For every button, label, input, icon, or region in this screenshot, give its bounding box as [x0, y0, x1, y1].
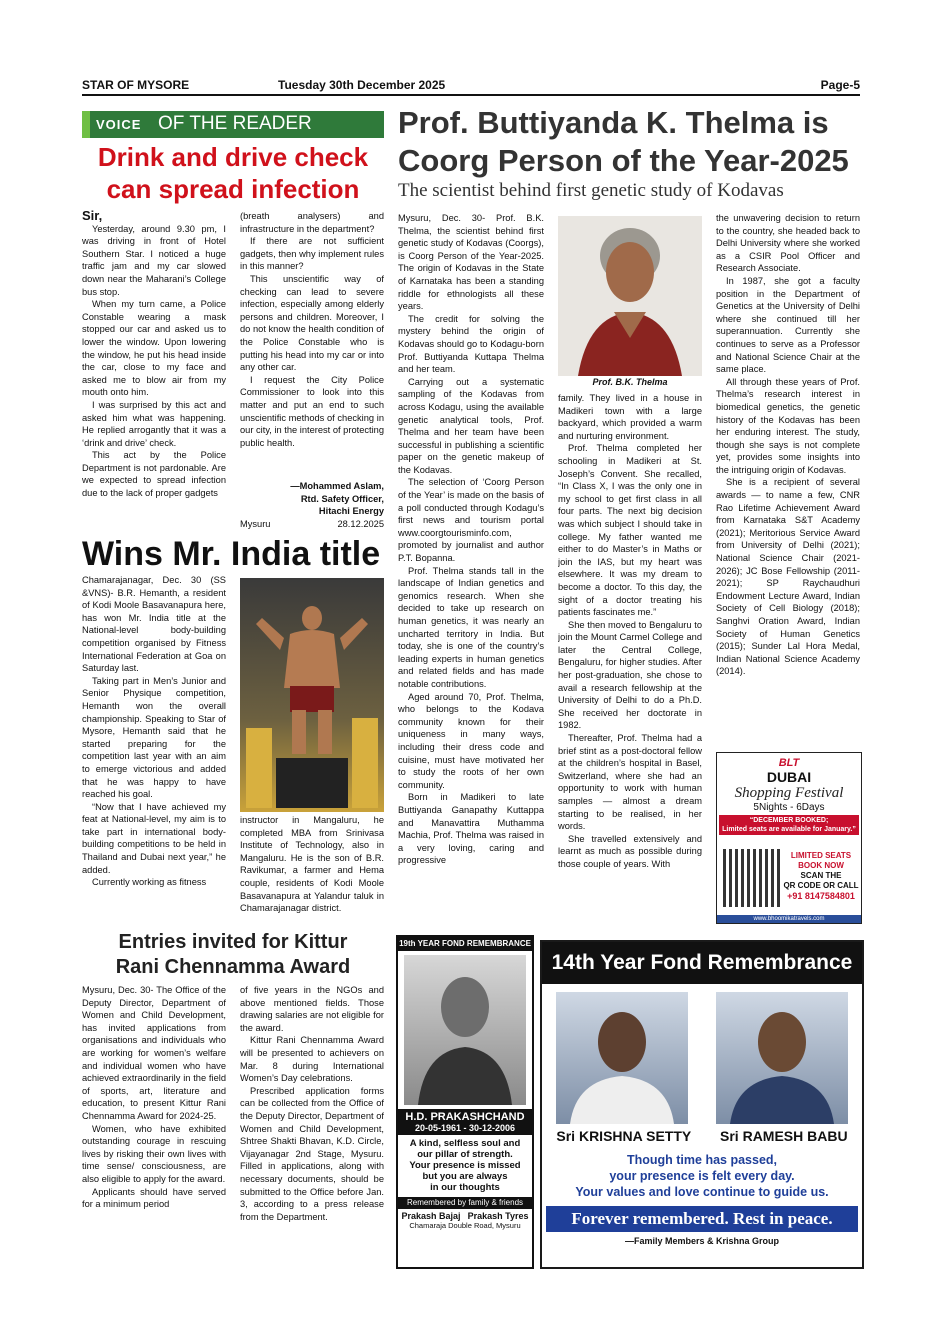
paragraph: Thereafter, Prof. Thelma had a brief stint as a post-doctoral fellow at the children’s hospital in Basel, Switzerland, where she had an opportunity to work with human samples — almost a dream starting to be realised, in her words.: [558, 733, 702, 832]
issue-date: Tuesday 30th December 2025: [278, 78, 446, 92]
paragraph: I request the City Police Commissioner to look into this matter and put an end to such unscientific methods of checking in our city, in the interest of protecting public health.: [240, 374, 384, 448]
letter-headline: [82, 141, 384, 205]
ad-banner: Forever remembered. Rest in peace.: [546, 1206, 858, 1232]
ad-top: 19th YEAR FOND REMEMBRANCE: [398, 937, 532, 951]
paragraph: Prescribed application forms can be collected from the Office of the Deputy Director, Department of Women and Child Development, Shtree Shakti Bhavan, K.D. Circle, Vijayanagar 2nd Stage, Mysuru. Filled in applications, along with necessary documents, should be submitted to the Office before Jan. 3, according to a press release from the Department.: [240, 1085, 384, 1222]
paragraph: Aged around 70, Prof. Thelma, who belongs to the Kodava community known for their uniqueness in many ways, including their dress code and cuisine, must have motivated her to study the roots of her own community.: [398, 691, 544, 790]
paragraph: She is a recipient of several awards — to name a few, CNR Rao Lifetime Achievement Award from Karnataka S&T Academy (2021); Meritorious Service Award from University of Delhi (2021); National Science Chair (2021-2026); JC Bose Fellowship (2011-2021); SP Raychaudhuri Endowment Lecture Award, Indian Society of Cell Biology (2018); Sanghvi Oration Award, Indian Society of Human Genetics (2015); Sunder Lal Hora Medal, Indian National Science Academy (2014).: [716, 477, 860, 677]
voice-label: VOICE: [96, 117, 142, 132]
ad-line: Limited seats are available for January.”: [722, 826, 856, 833]
paragraph: Mysuru, Dec. 30- The Office of the Deputy Director, Department of Women and Child Development, has invited applications from organisations and individuals who are working for women’s welfare and individual women who have achieved extraordinarily in the field of sports, art, literature and education, to present Kittur Rani Chennamma Award for 2024-25.: [82, 985, 226, 1121]
voice-label-rest: OF THE READER: [158, 113, 312, 134]
salutation: Sir,: [82, 210, 103, 223]
ad-line: “DECEMBER BOOKED;: [749, 817, 829, 824]
ad-line: in our thoughts: [430, 1182, 500, 1193]
paragraph: Mysuru, Dec. 30- Prof. B.K. Thelma, the scientist behind first genetic study of Kodavas (Coorgs), is Coorg Person of the Year-2025. The origin of Kodavas in the State of Karnataka has been a standing riddle for ethnologists all these years.: [398, 213, 544, 312]
paragraph: “Now that I have achieved my feat at National-level, my aim is to take part in international body-building competitions to be held in Thailand and Dubai next year,” he added.: [82, 801, 226, 875]
thelma-column-2: [558, 392, 702, 926]
portrait-illustration: [556, 992, 688, 1124]
ad-line: BOOK NOW: [798, 861, 844, 870]
ad-line: Though time has passed,: [626, 1153, 778, 1167]
kittur-headline-l2: Rani Chennamma Award: [115, 956, 351, 978]
paragraph: Born in Madikeri to late Buttiyanda Ganapathy Kuttappa and Manavattira Muthamma Machia, Prof. Thelma was raised in a very loving, caring and progressive: [398, 792, 544, 866]
letter-headline-l1: Drink and drive check: [97, 142, 369, 172]
paragraph: Prof. Thelma stands tall in the landscape of Indian genetics and genomics research. When she decided to take up research on human genetics, it was nearly an uncharted territory in India. But today, she is one of the country’s leading experts in human genetics and related fields and has made notable contributions.: [398, 565, 544, 689]
portrait-illustration: [558, 216, 702, 376]
thelma-headline: [398, 104, 860, 180]
paragraph: family. They lived in a house in Madikeri town with a large backyard, which provided a warm and nurturing environment.: [558, 393, 702, 441]
paragraph: If there are not sufficient gadgets, then why implement rules in this manner?: [240, 236, 384, 272]
voice-of-reader-banner: [82, 111, 384, 138]
ad-line: A kind, selfless soul and: [409, 1138, 521, 1149]
paragraph: Kittur Rani Chennamma Award will be presented to achievers on Mar. 8 during International Women’s Day celebrations.: [240, 1035, 384, 1084]
ad-by: Remembered by family & friends: [398, 1197, 532, 1209]
paragraph: She then moved to Bengaluru to join the Mount Carmel College and later the Central College, Bengaluru, for higher studies. After her post-graduation, she chose to avail a research fellowship at the University of Delhi to do a Ph.D. She received her doctorate in 1982.: [558, 619, 702, 731]
thelma-headline-l2: Coorg Person of the Year-2025: [398, 143, 849, 178]
paragraph: the unwavering decision to return to the country, she headed back to Delhi University where she worked as a CSIR Pool Officer and Research Associate.: [716, 213, 860, 274]
paragraph: of five years in the NGOs and above mentioned fields. Those drawing salaries are not eligible for the award.: [240, 985, 384, 1033]
kittur-column-1: [82, 984, 226, 1266]
ad-line: DUBAI: [766, 769, 812, 785]
hemanth-photo: [240, 578, 384, 812]
dubai-ad[interactable]: [716, 752, 862, 924]
sig-title: Rtd. Safety Officer,: [300, 493, 384, 504]
paragraph: I was surprised by this act and asked him what was happening. He replied arrogantly that it was a ‘drink and drive’ check.: [82, 399, 226, 448]
sig-date: 28.12.2025: [337, 518, 384, 529]
name-krishna: Sri KRISHNA SETTY: [556, 1128, 692, 1144]
ad-line: SCAN THE: [800, 871, 842, 880]
paragraph: The credit for solving the mystery behind the origin of Kodavas should go to Kodagu-born Prof. Buttiyanda Kuttapa Thelma and her team.: [398, 313, 544, 375]
ad-line: but you are always: [422, 1171, 508, 1182]
ad-title: 14th Year Fond Remembrance: [542, 942, 862, 984]
paragraph: Women, who have exhibited outstanding courage in rescuing lives by risking their own lives with time sense/ consciousness, are also eligible to apply for the award.: [82, 1123, 226, 1184]
ad-phone[interactable]: +91 8147584801: [787, 891, 855, 901]
ramesh-photo: [716, 992, 848, 1124]
paragraph: Applicants should have served for a minimum period: [82, 1186, 226, 1210]
paragraph: instructor in Mangaluru, he completed MBA from Srinivasa Institute of Technology, also in Mangaluru. He is the son of B.R. Ravikumar, a farmer and Hema couple, residents of Kodi Moole Basavanapura at Yalandur taluk in Chamarajanagar district.: [240, 815, 384, 914]
prakash-dates: 20-05-1961 - 30-12-2006: [414, 1123, 516, 1133]
letter-signature: [240, 480, 384, 530]
paragraph: This unscientific way of checking can lead to severe infection, especially among elderly persons and children. Moreover, I do not know the health condition of the Police Constable who is putting his head into my car or into any other car.: [240, 273, 384, 373]
ad-line: 5Nights - 6Days: [753, 802, 825, 813]
krishna-photo: [556, 992, 688, 1124]
ad-firm: Prakash Tyres: [467, 1211, 529, 1221]
paragraph: In 1987, she got a faculty position in the Department of Genetics at the University of Delhi where she continued till her superannuation. Currently she continues to serve as a Professor and National Science Chair at the same place.: [716, 275, 860, 375]
paragraph: (breath analysers) and infrastructure in the department?: [240, 211, 384, 234]
page-header: [82, 78, 860, 96]
ad-line: Your values and love continue to guide us.: [575, 1185, 829, 1199]
sig-place: Mysuru: [240, 518, 271, 529]
ad-line: Your presence is missed: [409, 1160, 521, 1171]
ad-line: QR CODE OR CALL: [783, 881, 859, 890]
letter-column-2: [240, 210, 384, 482]
india-column-2: [240, 814, 384, 924]
letter-column-1: [82, 210, 226, 530]
ad-url[interactable]: www.bhoomikatravels.com: [717, 915, 861, 923]
thelma-column-1: [398, 212, 544, 926]
sig-name: —Mohammed Aslam,: [290, 481, 384, 491]
paragraph: When my turn came, a Police Constable wearing a mask stopped our car and asked us to lower the window. Upon lowering the window, he put his head inside the car, close to my face and asked me to blow air from my mouth onto him.: [82, 299, 226, 398]
ad-logo: BLT: [778, 757, 800, 769]
prakash-photo: [404, 955, 526, 1105]
thelma-headline-l1: Prof. Buttiyanda K. Thelma is: [398, 105, 829, 140]
thelma-caption: Prof. B.K. Thelma: [592, 377, 668, 387]
paragraph: Carrying out a systematic sampling of the Kodavas from across Kodagu, using the available genetic analytical tools, Prof. Thelma and her team have been successful in publishing a scientific paper on the genetic makeup of the Kodavas.: [398, 376, 544, 475]
prakash-remembrance-ad: [396, 935, 534, 1269]
ad-line: Shopping Festival: [734, 785, 844, 801]
paragraph: Yesterday, around 9.30 pm, I was driving in front of Hotel Southern Star. I noticed a huge traffic jam and my car slowed down near the Maharani’s College bus stop.: [82, 223, 226, 297]
letter-headline-l2: can spread infection: [106, 174, 360, 204]
ad-line: LIMITED SEATS: [790, 851, 852, 860]
paragraph: Chamarajanagar, Dec. 30 (SS &VNS)- B.R. Hemanth, a resident of Kodi Moole Basavanapura here, has won Mr. India title at the National-level body-building competition organised by Fitness International Federation at Goa on Saturday last.: [82, 575, 226, 674]
setty-remembrance-ad: [540, 940, 864, 1269]
thelma-column-3: [716, 212, 860, 746]
ad-line: your presence is felt every day.: [609, 1169, 795, 1183]
india-headline: Wins Mr. India title: [82, 535, 381, 573]
sig-org: Hitachi Energy: [318, 506, 384, 517]
paragraph: All through these years of Prof. Thelma’s research interest in biomedical genetics, the genetic history of the Kodavas has been her enduring interest. The study, though she says is not complete yet, provides some insights into the intriguing origin of Kodavas.: [716, 376, 860, 475]
banner-accent: [82, 111, 90, 138]
ad-firm: Prakash Bajaj: [401, 1211, 461, 1221]
paper-name: STAR OF MYSORE: [82, 78, 190, 92]
paragraph: She travelled extensively and learnt as much as possible during those couple of years. With: [558, 833, 702, 869]
portrait-illustration: [404, 955, 526, 1105]
paragraph: This act by the Police Department is not pardonable. Are we expected to spread infection due to the lack of proper gadgets: [82, 450, 226, 499]
paragraph: Taking part in Men’s Junior and Senior Physique competition, Hemanth won the overall championship. Speaking to Star of Mysore, Hemanth said that he started preparing for the competition last year with an aim to emerge victorious and added that he was happy to have reached his goal.: [82, 675, 226, 800]
page-number: Page-5: [820, 78, 860, 92]
qr-code-icon[interactable]: [723, 849, 781, 907]
paragraph: Currently working as fitness: [92, 877, 207, 888]
name-ramesh: Sri RAMESH BABU: [720, 1128, 848, 1144]
paragraph: The selection of ‘Coorg Person of the Year’ is made on the basis of a poll conducted through Kodagu’s first news and tourism portal www.coorgtourisminfo.com, promoted by journalist and author P.T. Bopanna.: [398, 477, 544, 564]
bodybuilder-illustration: [240, 578, 384, 812]
ad-signature: —Family Members & Krishna Group: [624, 1236, 780, 1246]
thelma-subtitle: The scientist behind first genetic study of Kodavas: [398, 180, 784, 201]
paragraph: Prof. Thelma completed her schooling in Madikeri at St. Joseph’s Convent. She recalled, “In Class X, I was the only one in my school to get first class in all four parts. The next big decision was which subject I should take in college. My father wanted me either to do Master’s in Maths or join the IAS, but my heart was elsewhere. It was my dream to become a doctor. To this day, the sight of a doctor treating his patients fascinates me.”: [558, 443, 702, 618]
kittur-headline: [82, 930, 384, 980]
india-column-1: [82, 574, 226, 926]
prakash-name: H.D. PRAKASHCHAND: [405, 1111, 525, 1123]
portrait-illustration: [716, 992, 848, 1124]
ad-address: Chamaraja Double Road, Mysuru: [409, 1221, 521, 1230]
thelma-photo: [558, 216, 702, 376]
kittur-column-2: [240, 984, 384, 1266]
kittur-headline-l1: Entries invited for Kittur: [118, 931, 348, 953]
ad-line: our pillar of strength.: [417, 1149, 513, 1160]
